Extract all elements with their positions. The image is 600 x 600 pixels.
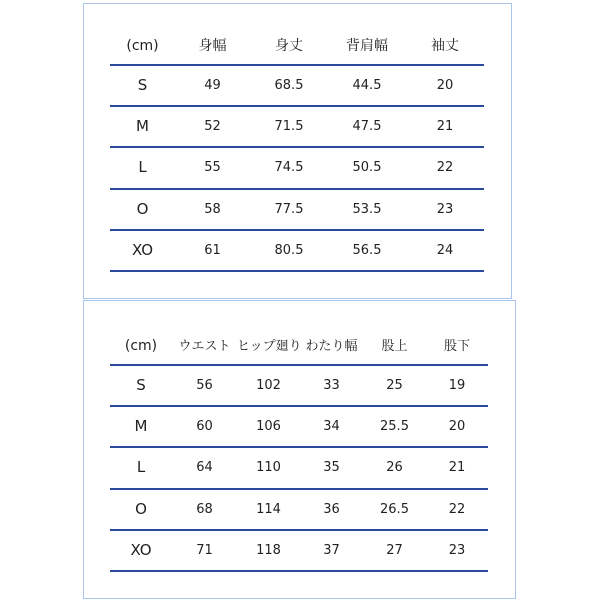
table-row: [110, 231, 484, 272]
table-cell: 47.5: [352, 119, 382, 135]
table-row: [110, 448, 488, 489]
column-header: わたり幅: [305, 338, 358, 354]
table-cell: 102: [256, 378, 281, 394]
size-label: M: [134, 417, 148, 436]
table-cell: 33: [323, 378, 340, 394]
table-cell: 64: [196, 460, 213, 476]
table-cell: 37: [323, 542, 340, 558]
header-row: [110, 328, 488, 366]
table-cell: 21: [436, 119, 454, 135]
table-cell: 110: [256, 460, 281, 476]
size-label: XO: [130, 540, 152, 559]
table-cell: 56.5: [352, 242, 382, 258]
table-cell: 71.5: [274, 119, 304, 135]
column-header: 身幅: [198, 38, 227, 54]
column-header: 袖丈: [431, 38, 459, 54]
table-row: [110, 107, 484, 148]
size-chart-panel-top: [83, 3, 512, 299]
table-cell: 24: [436, 242, 454, 258]
size-label: S: [136, 376, 146, 395]
size-label: L: [138, 158, 147, 177]
table-cell: 50.5: [352, 160, 382, 176]
table-row: [110, 148, 484, 189]
table-cell: 26.5: [380, 501, 409, 517]
table-cell: 106: [256, 419, 281, 435]
column-header: ウエスト: [178, 338, 231, 354]
unit-label: (cm): [124, 338, 158, 354]
table-cell: 35: [323, 460, 340, 476]
table-row: [110, 190, 484, 231]
table-cell: 25: [386, 378, 403, 394]
size-table-top: [110, 28, 484, 272]
size-label: L: [136, 458, 146, 477]
table-cell: 44.5: [352, 78, 382, 94]
table-cell: 26: [386, 460, 403, 476]
column-header: 股下: [443, 338, 470, 354]
table-cell: 19: [448, 378, 466, 394]
size-label: S: [137, 76, 148, 95]
column-header: 股上: [381, 338, 408, 354]
table-cell: 68.5: [274, 78, 304, 94]
table-cell: 118: [256, 542, 281, 558]
table-cell: 34: [323, 419, 340, 435]
column-header: ヒップ廻り: [237, 338, 302, 354]
table-row: [110, 490, 488, 531]
table-cell: 74.5: [274, 160, 304, 176]
table-cell: 36: [323, 501, 340, 517]
table-cell: 49: [204, 78, 221, 94]
table-cell: 71: [196, 542, 213, 558]
table-cell: 23: [436, 201, 454, 217]
table-cell: 20: [448, 419, 466, 435]
table-cell: 55: [204, 160, 221, 176]
table-cell: 114: [256, 501, 281, 517]
table-cell: 22: [448, 501, 466, 517]
column-header: 身丈: [275, 38, 303, 54]
table-cell: 60: [196, 419, 213, 435]
size-chart-panel-bottom: [83, 300, 516, 599]
table-cell: 53.5: [352, 201, 382, 217]
table-cell: 20: [436, 78, 454, 94]
table-row: [110, 407, 488, 448]
table-cell: 68: [196, 501, 213, 517]
table-cell: 77.5: [274, 201, 304, 217]
table-row: [110, 66, 484, 107]
column-header: 背肩幅: [346, 38, 388, 54]
table-row: [110, 531, 488, 572]
table-cell: 27: [386, 542, 403, 558]
table-cell: 56: [196, 378, 213, 394]
table-cell: 23: [448, 542, 466, 558]
size-label: O: [135, 499, 147, 518]
size-label: XO: [131, 240, 154, 259]
unit-label: (cm): [126, 38, 159, 54]
table-cell: 80.5: [274, 242, 304, 258]
table-cell: 21: [448, 460, 466, 476]
table-cell: 61: [204, 242, 221, 258]
size-label: M: [136, 117, 149, 136]
size-table-bottom: [110, 328, 488, 572]
table-row: [110, 366, 488, 407]
table-cell: 52: [204, 119, 221, 135]
header-row: [110, 28, 484, 66]
table-cell: 58: [204, 201, 221, 217]
table-cell: 22: [436, 160, 454, 176]
size-label: O: [136, 199, 149, 218]
table-cell: 25.5: [380, 419, 409, 435]
